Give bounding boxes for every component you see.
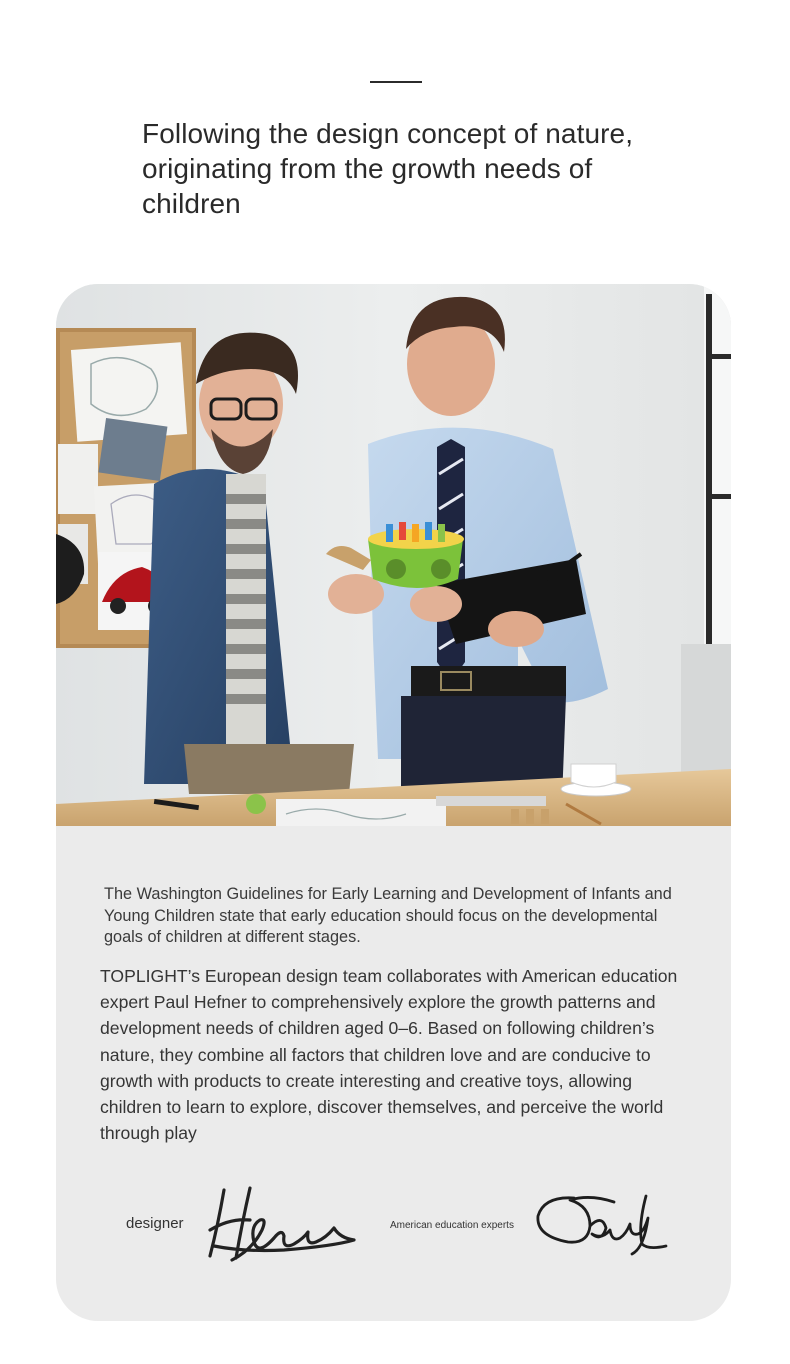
page-headline: Following the design concept of nature, originating from the growth needs of children [142,118,634,219]
guidelines-note: The Washington Guidelines for Early Learning and Development of Infants and Young Children state that early education should focus on the developmental goals of children at different stages. [104,885,672,946]
description-text: TOPLIGHT’s European design team collaborates with American education expert Paul Hefner to comprehensively explore the growth patterns and development needs of children aged 0–6. Based on following children’s nature, they combine all factors that children love and are conducive to growth with products to create interesting and creative toys, allowing children to learn to explore, discover themselves, and perceive the world through play [100,966,678,1144]
expert-label: American education experts [390,1220,514,1231]
designer-label: designer [126,1215,184,1232]
top-divider [370,81,422,83]
expert-signature-icon [534,1188,672,1260]
content-card [56,284,731,1321]
team-photo [56,284,731,826]
designer-signature-icon [202,1182,368,1268]
